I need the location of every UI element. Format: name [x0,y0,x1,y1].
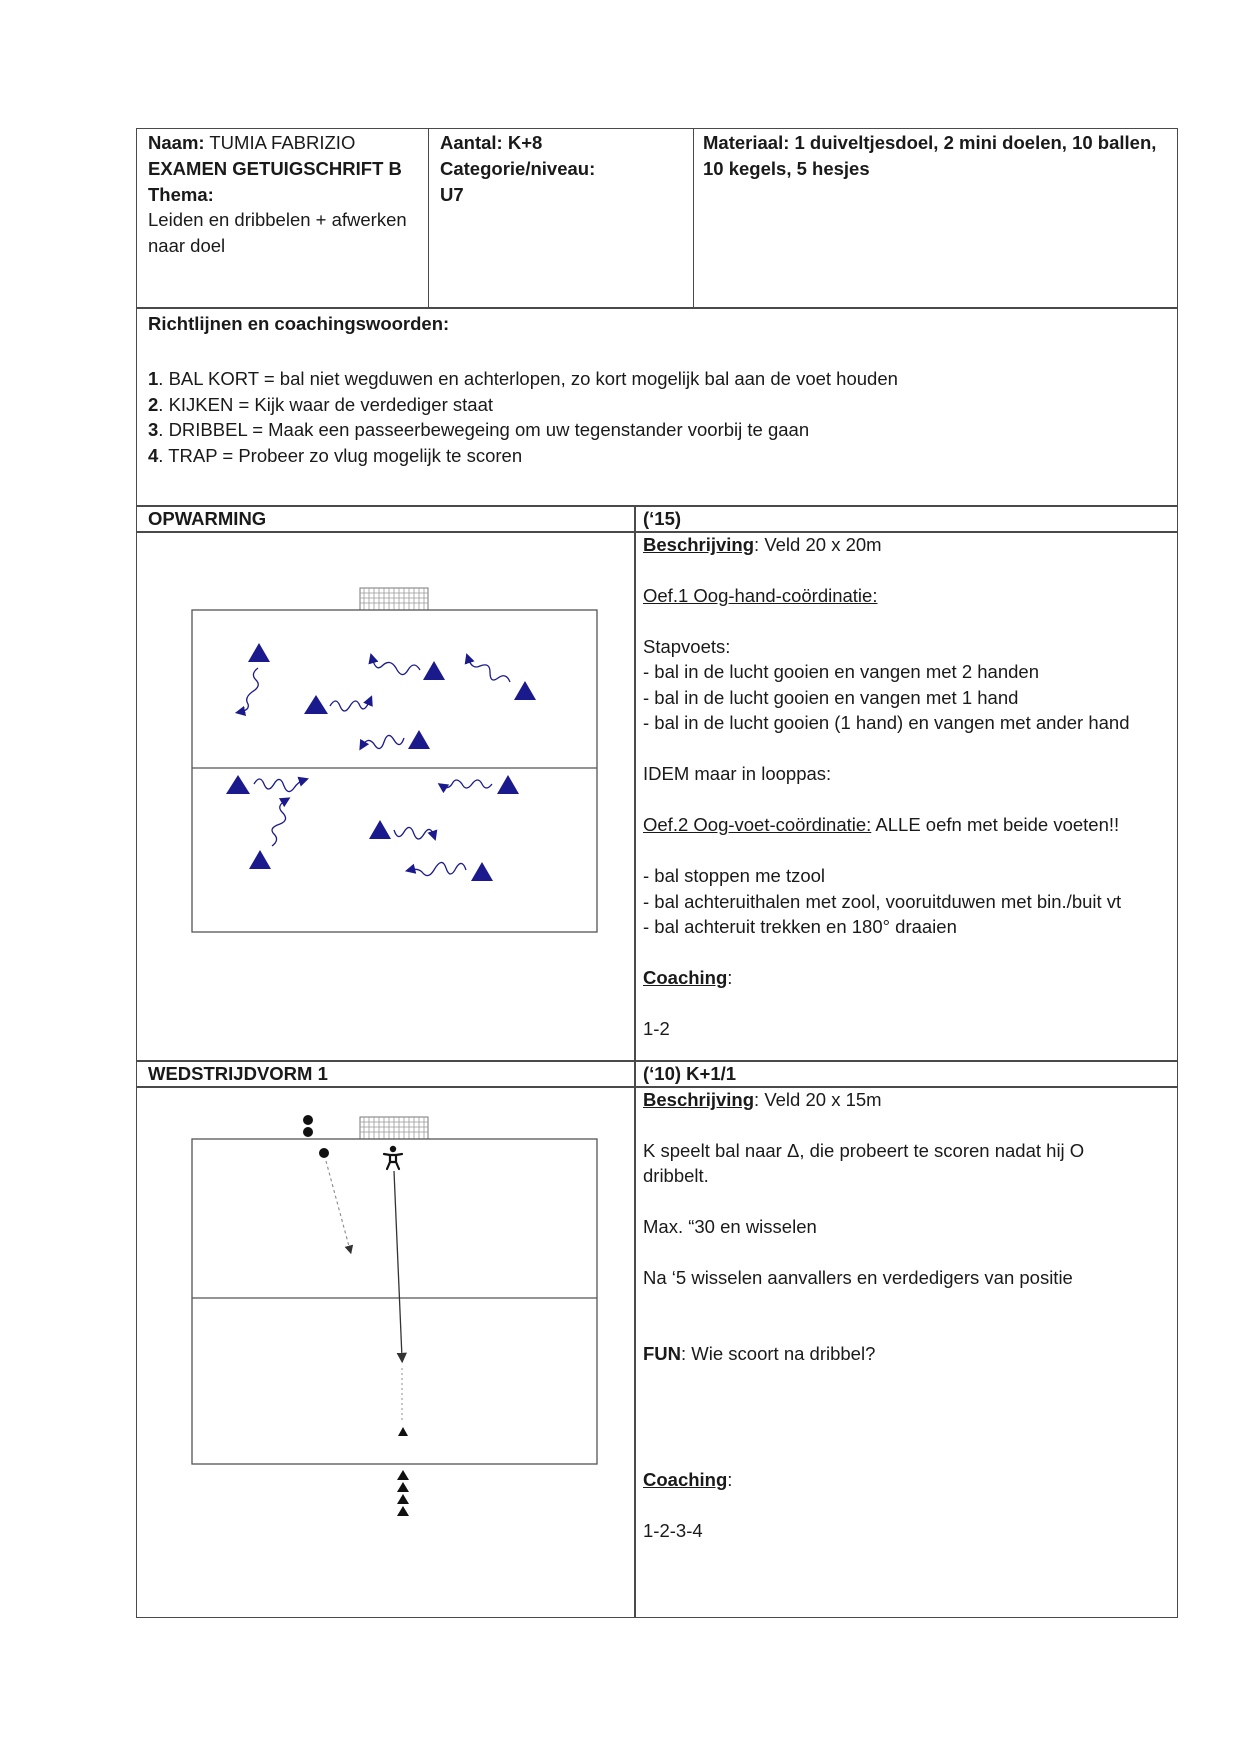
stapvoets-label: Stapvoets: [643,636,731,657]
richtlijn-num: 4 [148,445,159,466]
richtlijn-num: 1 [148,368,159,389]
player-triangle-icon [240,643,270,712]
richtlijn-text: . KIJKEN = Kijk waar de verdediger staat [158,394,493,415]
stap-item: - bal in de lucht gooien en vangen met 2 handen [643,661,1039,682]
goalkeeper-icon [384,1146,402,1169]
oef2-line [643,812,1119,838]
ball-icon [303,1115,313,1125]
naam-line [148,130,355,156]
wedstrijdvorm-field-diagram [180,1105,605,1525]
player-triangle-icon [442,775,519,794]
attacker-icon [397,1482,409,1492]
fun-label: FUN [643,1343,682,1364]
opwarming-beschrijving [643,532,882,558]
richtlijn-item-3 [148,417,809,443]
player-triangle-icon [468,658,536,700]
player-triangle-icon [362,730,430,749]
stap-item: - bal in de lucht gooien (1 hand) en vangen met ander hand [643,712,1130,733]
thema-label: Thema: [148,184,214,205]
attacker-icon [397,1506,409,1516]
opwarming-title: OPWARMING [148,508,267,529]
desc-line-1: K speelt bal naar Δ, die probeert te scoren nadat hij O [643,1140,1085,1161]
na-line: Na ‘5 wisselen aanvallers en verdedigers van positie [643,1267,1073,1288]
fun-text: : Wie scoort na dribbel? [681,1343,876,1364]
player-triangle-icon [372,658,445,680]
idem-label: IDEM maar in looppas: [643,763,832,784]
thema-line-2: naar doel [148,235,226,256]
wedstrijdvorm-coaching-line [643,1467,732,1493]
beschrijving-label: Beschrijving [643,534,755,555]
oef2-rest: ALLE oefn met beide voeten!! [871,814,1120,835]
naam-label: Naam: [148,132,205,153]
player-triangle-icon [410,862,493,881]
desc-line-2: dribbelt. [643,1165,709,1186]
wedstrijdvorm-beschrijving [643,1087,882,1113]
player-triangle-icon [304,695,370,714]
richtlijn-item-2 [148,392,493,418]
coaching-colon: : [727,1469,733,1490]
richtlijn-text: . BAL KORT = bal niet wegduwen en achterlopen, zo kort mogelijk bal aan de voet houden [158,368,898,389]
coaching-label: Coaching [643,967,728,988]
max-line: Max. “30 en wisselen [643,1216,817,1237]
voet-item: - bal achteruit trekken en 180° draaien [643,916,957,937]
voet-item: - bal achteruithalen met zool, vooruitduwen met bin./buit vt [643,891,1122,912]
cone-icon [398,1427,408,1436]
beschrijving-text: : Veld 20 x 20m [754,534,882,555]
niveau-value: U7 [440,184,464,205]
naam-value: TUMIA FABRIZIO [209,132,356,153]
coaching-colon: : [727,967,733,988]
opwarming-time: (‘15) [643,508,682,529]
richtlijn-item-1 [148,366,898,392]
voet-item: - bal stoppen me tzool [643,865,826,886]
richtlijn-item-4 [148,443,522,469]
oef2-title: Oef.2 Oog-voet-coördinatie: [643,814,872,835]
materiaal-line-2: 10 kegels, 5 hesjes [703,158,870,179]
aantal: Aantal: K+8 [440,132,543,153]
attacker-icon [397,1494,409,1504]
pass-arrow [326,1161,350,1250]
richtlijnen-title: Richtlijnen en coachingswoorden: [148,313,450,334]
opwarming-field-diagram [180,580,605,935]
opwarming-time-cell [634,505,1178,533]
richtlijn-text: . TRAP = Probeer zo vlug mogelijk te scoren [158,445,523,466]
opwarming-coaching-value: 1-2 [643,1018,670,1039]
thema-line-1: Leiden en dribbelen + afwerken [148,209,407,230]
ball-icon [319,1148,329,1158]
opwarming-coaching-line [643,965,732,991]
examen-title: EXAMEN GETUIGSCHRIFT B [148,158,402,179]
richtlijn-num: 3 [148,419,159,440]
goal-icon [360,588,428,610]
wedstrijdvorm-title: WEDSTRIJDVORM 1 [148,1063,328,1084]
goal-icon [360,1117,428,1139]
attacker-icon [397,1470,409,1480]
richtlijn-num: 2 [148,394,159,415]
categorie-label: Categorie/niveau: [440,158,596,179]
beschrijving-text: : Veld 20 x 15m [754,1089,882,1110]
player-triangle-icon [226,775,304,794]
stap-item: - bal in de lucht gooien en vangen met 1 hand [643,687,1019,708]
wedstrijdvorm-coaching-value: 1-2-3-4 [643,1520,703,1541]
oef1-title: Oef.1 Oog-hand-coördinatie: [643,585,878,606]
wedstrijdvorm-time: (‘10) K+1/1 [643,1063,737,1084]
beschrijving-label: Beschrijving [643,1089,755,1110]
player-triangle-icon [369,820,434,839]
ball-icon [303,1127,313,1137]
richtlijn-text: . DRIBBEL = Maak een passeerbewegeing om uw tegenstander voorbij te gaan [158,419,810,440]
pass-arrow [394,1171,402,1358]
fun-line [643,1341,875,1367]
player-triangle-icon [249,800,286,869]
materiaal-line-1: Materiaal: 1 duiveltjesdoel, 2 mini doelen, 10 ballen, [703,132,1157,153]
coaching-label: Coaching [643,1469,728,1490]
